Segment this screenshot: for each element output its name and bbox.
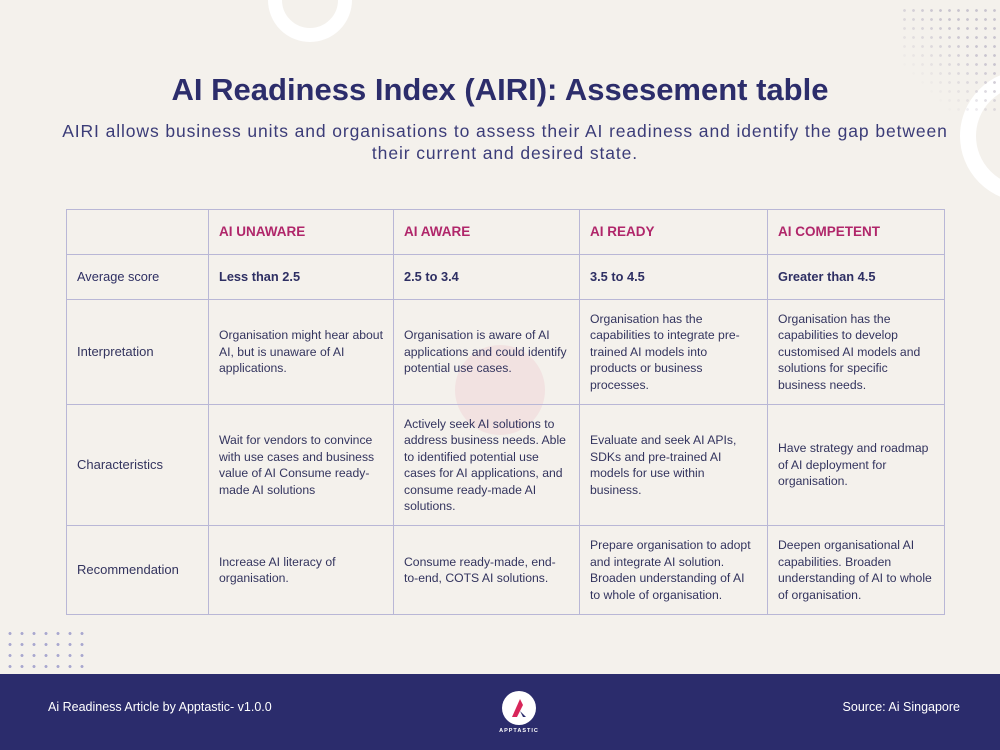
footer-article-credit: Ai Readiness Article by Apptastic- v1.0.0 xyxy=(48,700,272,714)
row-label: Interpretation xyxy=(67,300,209,405)
header-ai-aware: AI AWARE xyxy=(394,210,580,255)
table-row-characteristics xyxy=(67,405,945,526)
logo-wordmark: APPTASTIC xyxy=(499,728,539,734)
table-cell: Have strategy and roadmap of AI deployment for organisation. xyxy=(768,405,945,526)
table-cell: Consume ready-made, end-to-end, COTS AI solutions. xyxy=(394,526,580,615)
table-cell: Greater than 4.5 xyxy=(768,255,945,300)
table-cell: Less than 2.5 xyxy=(209,255,394,300)
decorative-dots-bottom-left xyxy=(4,628,86,672)
table-cell: 3.5 to 4.5 xyxy=(580,255,768,300)
footer-source: Source: Ai Singapore xyxy=(842,700,960,714)
apptastic-logo-icon xyxy=(502,691,536,725)
table-cell: Deepen organisational AI capabilities. Broaden understanding of AI to whole of organisation. xyxy=(768,526,945,615)
logo-glyph xyxy=(506,695,532,721)
table-cell: 2.5 to 3.4 xyxy=(394,255,580,300)
table-cell: Increase AI literacy of organisation. xyxy=(209,526,394,615)
table-cell: Organisation is aware of AI applications and could identify potential use cases. xyxy=(394,300,580,405)
table-cell: Organisation might hear about AI, but is unaware of AI applications. xyxy=(209,300,394,405)
header-ai-unaware: AI UNAWARE xyxy=(209,210,394,255)
table-cell: Prepare organisation to adopt and integrate AI solution. Broaden understanding of AI to whole of organisation. xyxy=(580,526,768,615)
header-ai-competent: AI COMPETENT xyxy=(768,210,945,255)
footer-bar xyxy=(0,674,1000,750)
airi-assessment-table xyxy=(66,209,945,615)
page-title: AI Readiness Index (AIRI): Assesement table xyxy=(171,72,829,107)
table-cell: Wait for vendors to convince with use cases and business value of AI Consume ready-made AI solutions xyxy=(209,405,394,526)
row-label: Characteristics xyxy=(67,405,209,526)
row-label: Average score xyxy=(67,255,209,300)
header-ai-ready: AI READY xyxy=(580,210,768,255)
table-row-average-score xyxy=(67,255,945,300)
decorative-ring-top xyxy=(268,0,352,42)
header-cell-empty xyxy=(67,210,209,255)
table-cell: Organisation has the capabilities to integrate pre-trained AI models into products or business processes. xyxy=(580,300,768,405)
table-header-row xyxy=(67,210,945,255)
table-row-recommendation xyxy=(67,526,945,615)
apptastic-logo xyxy=(496,691,542,734)
page-subtitle: AIRI allows business units and organisations to assess their AI readiness and identify the gap between their current and desired state. xyxy=(62,121,948,163)
table-cell: Evaluate and seek AI APIs, SDKs and pre-trained AI models for use within business. xyxy=(580,405,768,526)
table-cell: Organisation has the capabilities to develop customised AI models and solutions for specific business needs. xyxy=(768,300,945,405)
row-label: Recommendation xyxy=(67,526,209,615)
table-row-interpretation xyxy=(67,300,945,405)
table-cell: Actively seek AI solutions to address business needs. Able to identified potential use cases for AI applications, and consume ready-made AI solutions. xyxy=(394,405,580,526)
